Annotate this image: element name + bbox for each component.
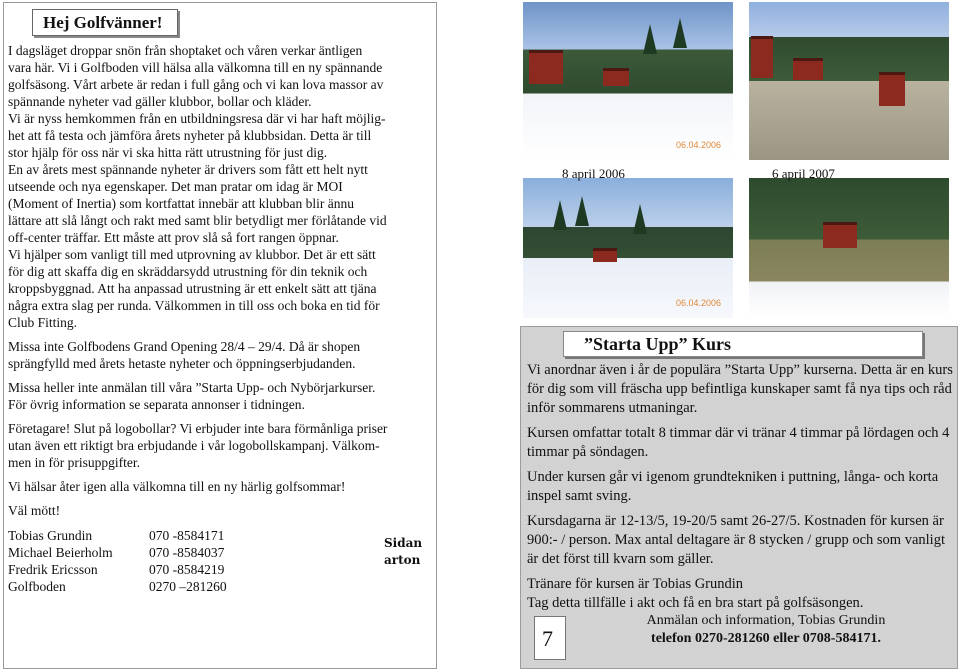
courses-paragraph: [8, 379, 436, 413]
trainer-line: Tag detta tillfälle i akt och få en bra start på golfsäsongen.: [527, 595, 864, 611]
page-number: 7: [542, 626, 553, 651]
course-title-box: [563, 331, 923, 357]
text-line: Missa heller inte anmälan till våra ”Starta Upp- och Nybörjarkurser.: [8, 380, 376, 395]
photo-2007-bottom: [749, 178, 949, 318]
signoff-paragraph: [8, 502, 436, 519]
course-title: ”Starta Upp” Kurs: [584, 334, 732, 354]
contact-name: Fredrik Ericsson: [8, 562, 98, 577]
course-trainer: [527, 575, 955, 613]
course-paragraph: Vi anordnar även i år de populära ”Starta Upp” kurserna. Detta är en kurs för dig som vill fräscha upp befintliga kunskaper samt få nya tips och råd inför sommarens utmaningar.: [527, 362, 953, 416]
text-line: Vi är nyss hemkommen från en utbildningsresa där vi har haft möjlig-: [8, 111, 386, 126]
page-number-box: [534, 616, 566, 660]
contact-name: Michael Beierholm: [8, 545, 113, 560]
course-paragraph: Kursen omfattar totalt 8 timmar där vi tränar 4 timmar på lördagen och 4 timmar på söndagen.: [527, 425, 950, 460]
text-line: utseende och nya egenskaper. Det man pratar om idag är MOI: [8, 179, 343, 194]
text-line: Väl mött!: [8, 503, 61, 518]
contact-name: Tobias Grundin: [8, 528, 93, 543]
tree: [643, 24, 657, 54]
text-line: off-center träffar. Ett måste att prov slå så fort rangen öppnar.: [8, 230, 339, 245]
text-line: men in för prisuppgifter.: [8, 455, 140, 470]
text-line: Vi hjälper som vanligt till med utprovning av klubbor. Det är ett sätt: [8, 247, 376, 262]
contact-row: [8, 527, 227, 544]
tree: [575, 196, 589, 226]
text-line: het att få testa och jämföra årets nyheter på klubbsidan. Detta är till: [8, 128, 372, 143]
text-line: En av årets mest spännande nyheter är drivers som fått ett helt nytt: [8, 162, 368, 177]
contact-name: Golfboden: [8, 579, 66, 594]
contact-phone: 070 -8584171: [149, 528, 225, 543]
newsletter-body: [8, 42, 436, 519]
red-cabin: [879, 72, 905, 106]
photo-caption-right: 6 april 2007: [772, 166, 835, 181]
contact-list: [8, 527, 227, 595]
contact-row: [8, 561, 227, 578]
red-cabin: [751, 36, 773, 78]
contact-info-line: Anmälan och information, Tobias Grundin: [646, 613, 886, 628]
text-line: några extra slag per runda. Välkommen in till oss och boka en tid för: [8, 298, 380, 313]
text-line: Missa inte Golfbodens Grand Opening 28/4 – 29/4. Då är shopen: [8, 339, 361, 354]
course-paragraph: Under kursen går vi igenom grundtekniken i puttning, långa- och korta inspel samt sving.: [527, 469, 939, 504]
welcome-paragraph: [8, 478, 436, 495]
text-line: golfsäsong. Vårt arbete är redan i full gång och vi kan lova massor av: [8, 77, 384, 92]
photo-caption-left: 8 april 2006: [562, 166, 625, 181]
text-line: utan även ett riktigt bra erbjudande i vår logobollskampanj. Välkom-: [8, 438, 380, 453]
contact-phone-line: telefon 0270-281260 eller 0708-584171.: [651, 631, 881, 646]
text-line: lättare att slå långt och rakt med samt blir betydligt mer förlåtande vid: [8, 213, 387, 228]
photo-snow-2006-top: [523, 2, 733, 160]
course-contact-info: [581, 612, 951, 648]
contact-phone: 070 -8584037: [149, 545, 225, 560]
contact-row: [8, 544, 227, 561]
text-line: Vi hälsar åter igen alla välkomna till en ny härlig golfsommar!: [8, 479, 346, 494]
contact-phone: 0270 –281260: [149, 579, 227, 594]
red-cabin: [793, 58, 823, 80]
text-line: för dig att skaffa dig en skräddarsydd utrustning för din teknik och: [8, 264, 368, 279]
tree: [633, 204, 647, 234]
page-reference: [384, 535, 422, 569]
red-cabin: [593, 248, 617, 262]
tree: [673, 18, 687, 48]
text-line: stor hjälp för oss när vi ska hitta rätt utrustning för just dig.: [8, 145, 328, 160]
text-line: I dagsläget droppar snön från shoptaket och våren verkar äntligen: [8, 43, 363, 58]
text-line: sprängfylld med årets hetaste nyheter och öppningserbjudanden.: [8, 356, 356, 371]
text-line: Club Fitting.: [8, 315, 78, 330]
page-reference-line: Sidan: [384, 536, 423, 550]
photo-2007-top: [749, 2, 949, 160]
red-cabin: [823, 222, 857, 248]
photo-snow-2006-bottom: [523, 178, 733, 318]
contact-phone: 070 -8584219: [149, 562, 225, 577]
photo-date-stamp: 06.04.2006: [675, 298, 721, 308]
greeting-heading: Hej Golfvänner!: [43, 13, 163, 32]
course-ad-box: [520, 326, 958, 669]
course-description: [527, 361, 955, 619]
text-line: Företagare! Slut på logobollar? Vi erbjuder inte bara förmånliga priser: [8, 421, 388, 436]
tree: [553, 200, 567, 230]
page-reference-line: arton: [384, 553, 421, 567]
text-line: För övrig information se separata annonser i tidningen.: [8, 397, 305, 412]
red-cabin: [529, 50, 563, 84]
contact-row: [8, 578, 227, 595]
grand-opening-paragraph: [8, 338, 436, 372]
greeting-box: [32, 9, 178, 36]
course-paragraph: Kursdagarna är 12-13/5, 19-20/5 samt 26-27/5. Kostnaden för kursen är 900:- / person. Max antal deltagare är 8 stycken / grupp och som vanligt är det först till kvarn som gäller.: [527, 513, 945, 567]
intro-paragraph: [8, 42, 436, 331]
text-line: kroppsbyggnad. Att ha anpassad utrustning är ett enkelt sätt att tjäna: [8, 281, 377, 296]
newsletter-left-column: [3, 2, 437, 669]
logoballs-paragraph: [8, 420, 436, 471]
text-line: (Moment of Inertia) som kortfattat innebär att klubban blir ännu: [8, 196, 355, 211]
trainer-line: Tränare för kursen är Tobias Grundin: [527, 576, 744, 592]
red-cabin: [603, 68, 629, 86]
photo-date-stamp: 06.04.2006: [675, 140, 721, 150]
text-line: spännande nyheter vad gäller klubbor, bollar och kläder.: [8, 94, 312, 109]
text-line: vara här. Vi i Golfboden vill hälsa alla välkomna till en ny spännande: [8, 60, 383, 75]
